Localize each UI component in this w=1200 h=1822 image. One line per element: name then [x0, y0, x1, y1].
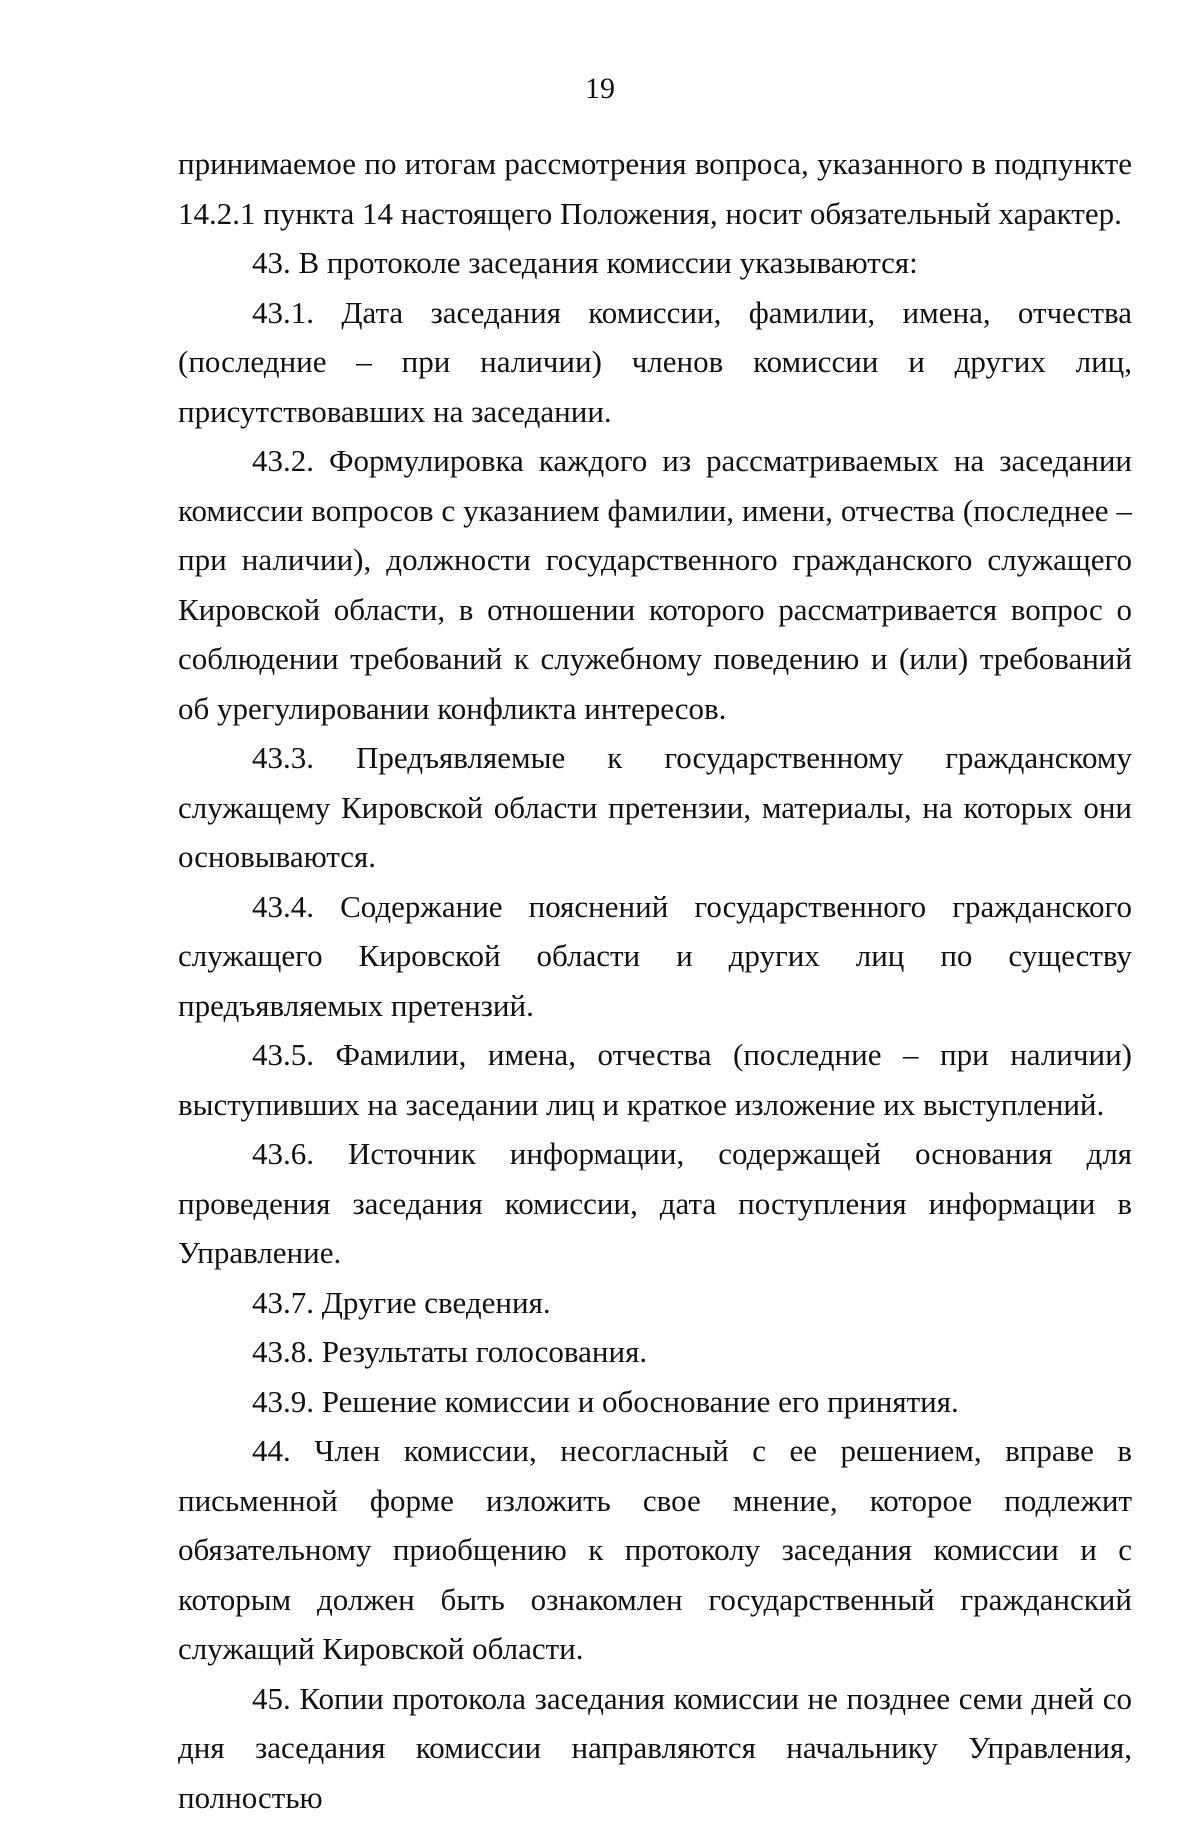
- paragraph-43: 43. В протоколе заседания комиссии указываются:: [178, 238, 1132, 288]
- paragraph-45: 45. Копии протокола заседания комиссии не позднее семи дней со дня заседания комиссии направляются начальнику Управления, полностью: [178, 1674, 1132, 1822]
- paragraph-44: 44. Член комиссии, несогласный с ее решением, вправе в письменной форме изложить свое мнение, которое подлежит обязательному приобщению к протоколу заседания комиссии и с которым должен быть ознакомлен государственный гражданский служащий Кировской области.: [178, 1426, 1132, 1674]
- paragraph-43-7: 43.7. Другие сведения.: [178, 1278, 1132, 1328]
- paragraph-43-6: 43.6. Источник информации, содержащей основания для проведения заседания комиссии, дата поступления информации в Управление.: [178, 1129, 1132, 1278]
- paragraph-43-8: 43.8. Результаты голосования.: [178, 1327, 1132, 1377]
- paragraph-43-5: 43.5. Фамилии, имена, отчества (последние – при наличии) выступивших на заседании лиц и краткое изложение их выступлений.: [178, 1030, 1132, 1129]
- paragraph-continuation: принимаемое по итогам рассмотрения вопроса, указанного в подпункте 14.2.1 пункта 14 настоящего Положения, носит обязательный характер.: [178, 139, 1132, 238]
- paragraph-43-3: 43.3. Предъявляемые к государственному гражданскому служащему Кировской области претензии, материалы, на которых они основываются.: [178, 733, 1132, 882]
- paragraph-43-9: 43.9. Решение комиссии и обоснование его принятия.: [178, 1377, 1132, 1427]
- document-body: [178, 139, 1132, 1822]
- paragraph-43-2: 43.2. Формулировка каждого из рассматриваемых на заседании комиссии вопросов с указанием фамилии, имени, отчества (последнее – при наличии), должности государственного гражданского служащего Кировской области, в отношении которого рассматривается вопрос о соблюдении требований к служебному поведению и (или) требований об урегулировании конфликта интересов.: [178, 436, 1132, 733]
- page-number: 19: [0, 72, 1200, 106]
- paragraph-43-1: 43.1. Дата заседания комиссии, фамилии, имена, отчества (последние – при наличии) членов комиссии и других лиц, присутствовавших на заседании.: [178, 288, 1132, 437]
- paragraph-43-4: 43.4. Содержание пояснений государственного гражданского служащего Кировской области и других лиц по существу предъявляемых претензий.: [178, 882, 1132, 1031]
